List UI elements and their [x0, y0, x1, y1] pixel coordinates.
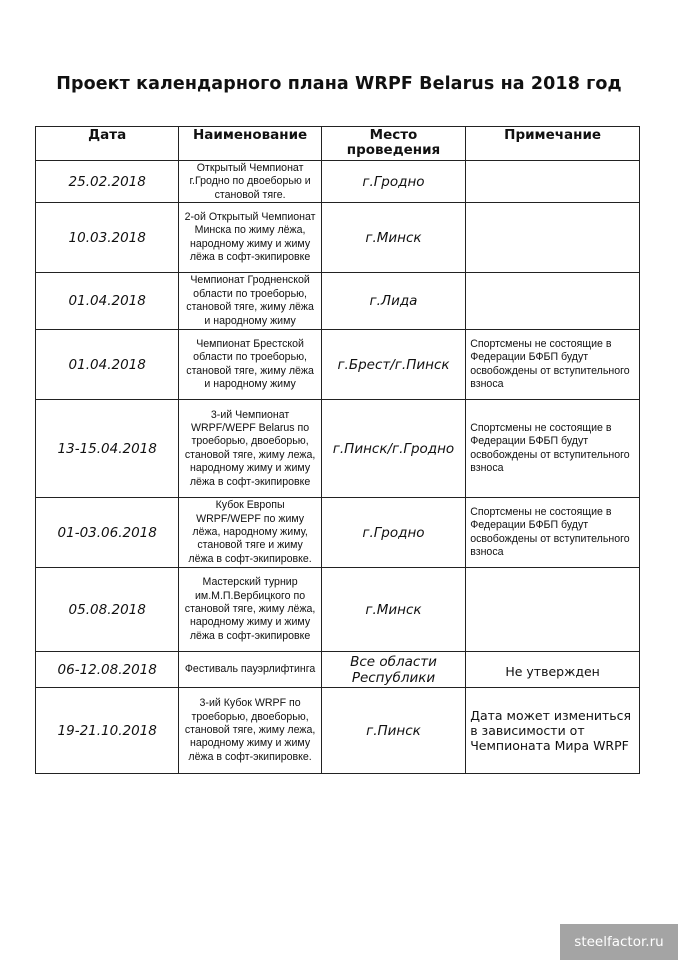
row-name: 2-ой Открытый Чемпионат Минска по жиму лёжа, народному жиму и жиму лёжа в софт-экипировке — [179, 203, 321, 273]
page-title: Проект календарного плана WRPF Belarus на 2018 год — [56, 74, 622, 94]
table-header-row — [36, 127, 640, 161]
row-date: 01-03.06.2018 — [36, 498, 179, 568]
row-name: Кубок Европы WRPF/WEPF по жиму лёжа, народному жиму, становой тяге и жиму лёжа в софт-экипировке. — [179, 498, 321, 568]
row-name: Фестиваль пауэрлифтинга — [179, 652, 321, 688]
row-note: Спортсмены не состоящие в Федерации БФБП будут освобождены от вступительного взноса — [466, 330, 640, 400]
header-date: Дата — [36, 127, 179, 161]
row-note — [466, 273, 640, 330]
row-name: Мастерский турнир им.М.П.Вербицкого по становой тяге, жиму лёжа, народному жиму и жиму лёжа в софт-экипировке — [179, 568, 321, 652]
row-note — [466, 161, 640, 203]
row-note: Дата может измениться в зависимости от Чемпионата Мира WRPF — [466, 688, 640, 774]
row-note — [466, 568, 640, 652]
row-name: 3-ий Кубок WRPF по троеборью, двоеборью, становой тяге, жиму лежа, народному жиму и жиму лёжа в софт-экипировке. — [179, 688, 321, 774]
row-date: 01.04.2018 — [36, 330, 179, 400]
row-note — [466, 203, 640, 273]
table-row — [36, 568, 640, 652]
site-watermark: steelfactor.ru — [560, 924, 678, 960]
table-row — [36, 688, 640, 774]
calendar-table — [35, 126, 640, 774]
row-place: г.Лида — [321, 273, 465, 330]
table-row — [36, 203, 640, 273]
row-date: 13-15.04.2018 — [36, 400, 179, 498]
row-place: Все области Республики — [321, 652, 465, 688]
row-place: г.Минск — [321, 203, 465, 273]
row-date: 01.04.2018 — [36, 273, 179, 330]
header-place: Место проведения — [321, 127, 465, 161]
row-note: Спортсмены не состоящие в Федерации БФБП будут освобождены от вступительного взноса — [466, 400, 640, 498]
header-note: Примечание — [466, 127, 640, 161]
row-place: г.Пинск/г.Гродно — [321, 400, 465, 498]
row-date: 25.02.2018 — [36, 161, 179, 203]
row-place: г.Пинск — [321, 688, 465, 774]
row-place: г.Гродно — [321, 161, 465, 203]
table-row — [36, 652, 640, 688]
row-place: г.Гродно — [321, 498, 465, 568]
row-place: г.Минск — [321, 568, 465, 652]
row-note: Не утвержден — [466, 652, 640, 688]
table-row — [36, 498, 640, 568]
row-name: 3-ий Чемпионат WRPF/WEPF Belarus по троеборью, двоеборью, становой тяге, жиму лежа, народному жиму и жиму лёжа в софт-экипировке — [179, 400, 321, 498]
row-date: 05.08.2018 — [36, 568, 179, 652]
row-name: Чемпионат Брестской области по троеборью, становой тяге, жиму лёжа и народному жиму — [179, 330, 321, 400]
row-date: 10.03.2018 — [36, 203, 179, 273]
table-row — [36, 400, 640, 498]
row-name: Открытый Чемпионат г.Гродно по двоеборью и становой тяге. — [179, 161, 321, 203]
row-note: Спортсмены не состоящие в Федерации БФБП будут освобождены от вступительного взноса — [466, 498, 640, 568]
table-row — [36, 273, 640, 330]
table-row — [36, 330, 640, 400]
header-name: Наименование — [179, 127, 321, 161]
table-row — [36, 161, 640, 203]
row-date: 06-12.08.2018 — [36, 652, 179, 688]
row-date: 19-21.10.2018 — [36, 688, 179, 774]
row-name: Чемпионат Гродненской области по троеборью, становой тяге, жиму лёжа и народному жиму — [179, 273, 321, 330]
row-place: г.Брест/г.Пинск — [321, 330, 465, 400]
